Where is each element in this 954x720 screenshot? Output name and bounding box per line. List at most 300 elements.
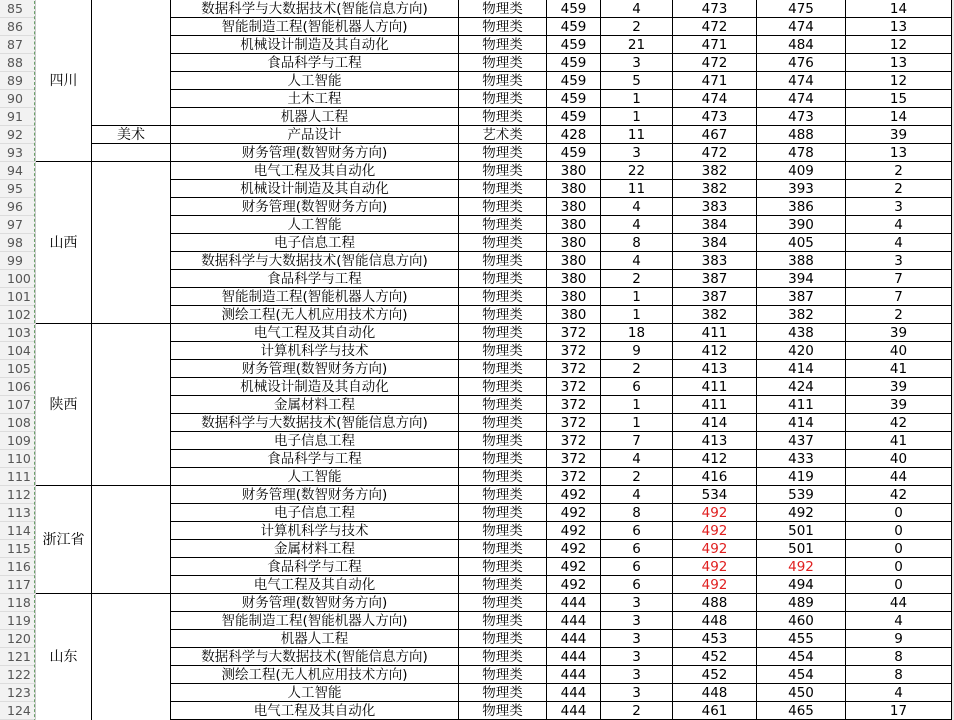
subject-type-cell[interactable]: 物理类: [459, 486, 547, 504]
control-line-cell[interactable]: 372: [547, 360, 601, 378]
max-score-cell[interactable]: 414: [757, 360, 846, 378]
control-line-cell[interactable]: 380: [547, 270, 601, 288]
row-number-header[interactable]: 119: [0, 612, 36, 630]
plan-count-cell[interactable]: 6: [601, 522, 673, 540]
rank-diff-cell[interactable]: 4: [846, 684, 952, 702]
major-cell[interactable]: 机器人工程: [171, 108, 459, 126]
min-score-cell[interactable]: 414: [673, 414, 757, 432]
major-cell[interactable]: 数据科学与大数据技术(智能信息方向): [171, 414, 459, 432]
plan-count-cell[interactable]: 3: [601, 144, 673, 162]
major-cell[interactable]: 食品科学与工程: [171, 54, 459, 72]
control-line-cell[interactable]: 372: [547, 342, 601, 360]
control-line-cell[interactable]: 459: [547, 72, 601, 90]
min-score-cell[interactable]: 472: [673, 18, 757, 36]
subject-type-cell[interactable]: 物理类: [459, 666, 547, 684]
major-cell[interactable]: 机械设计制造及其自动化: [171, 378, 459, 396]
rank-diff-cell[interactable]: 44: [846, 468, 952, 486]
row-number-header[interactable]: 99: [0, 252, 36, 270]
subject-type-cell[interactable]: 物理类: [459, 108, 547, 126]
row-number-header[interactable]: 92: [0, 126, 36, 144]
plan-count-cell[interactable]: 6: [601, 576, 673, 594]
plan-count-cell[interactable]: 6: [601, 540, 673, 558]
control-line-cell[interactable]: 380: [547, 252, 601, 270]
rank-diff-cell[interactable]: 2: [846, 306, 952, 324]
subject-type-cell[interactable]: 物理类: [459, 468, 547, 486]
rank-diff-cell[interactable]: 41: [846, 432, 952, 450]
min-score-cell[interactable]: 474: [673, 90, 757, 108]
control-line-cell[interactable]: 372: [547, 450, 601, 468]
major-cell[interactable]: 电子信息工程: [171, 504, 459, 522]
row-number-header[interactable]: 116: [0, 558, 36, 576]
max-score-cell[interactable]: 382: [757, 306, 846, 324]
plan-count-cell[interactable]: 3: [601, 612, 673, 630]
subject-type-cell[interactable]: 物理类: [459, 342, 547, 360]
plan-count-cell[interactable]: 3: [601, 684, 673, 702]
row-number-header[interactable]: 97: [0, 216, 36, 234]
subject-type-cell[interactable]: 物理类: [459, 288, 547, 306]
subject-type-cell[interactable]: 物理类: [459, 90, 547, 108]
major-cell[interactable]: 金属材料工程: [171, 396, 459, 414]
rank-diff-cell[interactable]: 0: [846, 522, 952, 540]
rank-diff-cell[interactable]: 13: [846, 54, 952, 72]
max-score-cell[interactable]: 454: [757, 648, 846, 666]
control-line-cell[interactable]: 372: [547, 414, 601, 432]
major-cell[interactable]: 计算机科学与技术: [171, 522, 459, 540]
subject-type-cell[interactable]: 物理类: [459, 594, 547, 612]
rank-diff-cell[interactable]: 0: [846, 540, 952, 558]
plan-count-cell[interactable]: 11: [601, 126, 673, 144]
rank-diff-cell[interactable]: 0: [846, 558, 952, 576]
row-number-header[interactable]: 106: [0, 378, 36, 396]
subject-type-cell[interactable]: 物理类: [459, 36, 547, 54]
control-line-cell[interactable]: 444: [547, 630, 601, 648]
max-score-cell[interactable]: 433: [757, 450, 846, 468]
major-cell[interactable]: 食品科学与工程: [171, 450, 459, 468]
rank-diff-cell[interactable]: 39: [846, 126, 952, 144]
control-line-cell[interactable]: 444: [547, 648, 601, 666]
plan-count-cell[interactable]: 11: [601, 180, 673, 198]
plan-count-cell[interactable]: 7: [601, 432, 673, 450]
major-cell[interactable]: 食品科学与工程: [171, 558, 459, 576]
min-score-cell[interactable]: 472: [673, 54, 757, 72]
major-cell[interactable]: 电子信息工程: [171, 432, 459, 450]
min-score-cell[interactable]: 488: [673, 594, 757, 612]
rank-diff-cell[interactable]: 44: [846, 594, 952, 612]
batch-cell[interactable]: [92, 486, 171, 594]
rank-diff-cell[interactable]: 41: [846, 360, 952, 378]
min-score-cell[interactable]: 452: [673, 666, 757, 684]
row-number-header[interactable]: 100: [0, 270, 36, 288]
plan-count-cell[interactable]: 4: [601, 486, 673, 504]
min-score-cell[interactable]: 387: [673, 288, 757, 306]
max-score-cell[interactable]: 484: [757, 36, 846, 54]
major-cell[interactable]: 电子信息工程: [171, 234, 459, 252]
subject-type-cell[interactable]: 物理类: [459, 270, 547, 288]
rank-diff-cell[interactable]: 13: [846, 144, 952, 162]
row-number-header[interactable]: 90: [0, 90, 36, 108]
batch-cell[interactable]: [92, 144, 171, 162]
row-number-header[interactable]: 121: [0, 648, 36, 666]
major-cell[interactable]: 人工智能: [171, 72, 459, 90]
batch-cell[interactable]: [92, 324, 171, 486]
max-score-cell[interactable]: 455: [757, 630, 846, 648]
plan-count-cell[interactable]: 4: [601, 198, 673, 216]
row-number-header[interactable]: 109: [0, 432, 36, 450]
subject-type-cell[interactable]: 物理类: [459, 396, 547, 414]
subject-type-cell[interactable]: 艺术类: [459, 126, 547, 144]
rank-diff-cell[interactable]: 42: [846, 486, 952, 504]
max-score-cell[interactable]: 474: [757, 72, 846, 90]
min-score-cell[interactable]: 492: [673, 540, 757, 558]
min-score-cell[interactable]: 384: [673, 216, 757, 234]
rank-diff-cell[interactable]: 3: [846, 198, 952, 216]
rank-diff-cell[interactable]: 7: [846, 288, 952, 306]
plan-count-cell[interactable]: 2: [601, 702, 673, 720]
rank-diff-cell[interactable]: 15: [846, 90, 952, 108]
major-cell[interactable]: 电气工程及其自动化: [171, 702, 459, 720]
subject-type-cell[interactable]: 物理类: [459, 234, 547, 252]
control-line-cell[interactable]: 492: [547, 558, 601, 576]
major-cell[interactable]: 数据科学与大数据技术(智能信息方向): [171, 0, 459, 18]
subject-type-cell[interactable]: 物理类: [459, 0, 547, 18]
row-number-header[interactable]: 112: [0, 486, 36, 504]
control-line-cell[interactable]: 444: [547, 702, 601, 720]
major-cell[interactable]: 电气工程及其自动化: [171, 324, 459, 342]
subject-type-cell[interactable]: 物理类: [459, 324, 547, 342]
province-cell[interactable]: [36, 162, 92, 324]
row-number-header[interactable]: 108: [0, 414, 36, 432]
rank-diff-cell[interactable]: 4: [846, 612, 952, 630]
control-line-cell[interactable]: 459: [547, 0, 601, 18]
plan-count-cell[interactable]: 4: [601, 216, 673, 234]
major-cell[interactable]: 产品设计: [171, 126, 459, 144]
min-score-cell[interactable]: 382: [673, 180, 757, 198]
min-score-cell[interactable]: 416: [673, 468, 757, 486]
plan-count-cell[interactable]: 1: [601, 396, 673, 414]
row-number-header[interactable]: 118: [0, 594, 36, 612]
control-line-cell[interactable]: 380: [547, 216, 601, 234]
min-score-cell[interactable]: 383: [673, 252, 757, 270]
row-number-header[interactable]: 91: [0, 108, 36, 126]
rank-diff-cell[interactable]: 2: [846, 180, 952, 198]
row-number-header[interactable]: 96: [0, 198, 36, 216]
major-cell[interactable]: 财务管理(数智财务方向): [171, 144, 459, 162]
batch-cell[interactable]: [92, 162, 171, 324]
row-number-header[interactable]: 88: [0, 54, 36, 72]
min-score-cell[interactable]: 452: [673, 648, 757, 666]
max-score-cell[interactable]: 394: [757, 270, 846, 288]
major-cell[interactable]: 财务管理(数智财务方向): [171, 486, 459, 504]
batch-cell[interactable]: [92, 594, 171, 720]
plan-count-cell[interactable]: 4: [601, 450, 673, 468]
control-line-cell[interactable]: 492: [547, 540, 601, 558]
row-number-header[interactable]: 86: [0, 18, 36, 36]
major-cell[interactable]: 智能制造工程(智能机器人方向): [171, 288, 459, 306]
major-cell[interactable]: 数据科学与大数据技术(智能信息方向): [171, 648, 459, 666]
max-score-cell[interactable]: 465: [757, 702, 846, 720]
subject-type-cell[interactable]: 物理类: [459, 18, 547, 36]
max-score-cell[interactable]: 414: [757, 414, 846, 432]
max-score-cell[interactable]: 405: [757, 234, 846, 252]
max-score-cell[interactable]: 478: [757, 144, 846, 162]
row-number-header[interactable]: 120: [0, 630, 36, 648]
rank-diff-cell[interactable]: 39: [846, 378, 952, 396]
subject-type-cell[interactable]: 物理类: [459, 144, 547, 162]
max-score-cell[interactable]: 411: [757, 396, 846, 414]
min-score-cell[interactable]: 384: [673, 234, 757, 252]
subject-type-cell[interactable]: 物理类: [459, 414, 547, 432]
subject-type-cell[interactable]: 物理类: [459, 702, 547, 720]
min-score-cell[interactable]: 492: [673, 522, 757, 540]
plan-count-cell[interactable]: 2: [601, 270, 673, 288]
control-line-cell[interactable]: 459: [547, 36, 601, 54]
subject-type-cell[interactable]: 物理类: [459, 504, 547, 522]
max-score-cell[interactable]: 438: [757, 324, 846, 342]
min-score-cell[interactable]: 467: [673, 126, 757, 144]
min-score-cell[interactable]: 471: [673, 72, 757, 90]
province-cell[interactable]: [36, 0, 92, 162]
subject-type-cell[interactable]: 物理类: [459, 558, 547, 576]
plan-count-cell[interactable]: 1: [601, 288, 673, 306]
plan-count-cell[interactable]: 2: [601, 18, 673, 36]
control-line-cell[interactable]: 492: [547, 504, 601, 522]
max-score-cell[interactable]: 409: [757, 162, 846, 180]
rank-diff-cell[interactable]: 8: [846, 666, 952, 684]
control-line-cell[interactable]: 459: [547, 108, 601, 126]
min-score-cell[interactable]: 461: [673, 702, 757, 720]
control-line-cell[interactable]: 372: [547, 432, 601, 450]
plan-count-cell[interactable]: 21: [601, 36, 673, 54]
subject-type-cell[interactable]: 物理类: [459, 648, 547, 666]
plan-count-cell[interactable]: 8: [601, 234, 673, 252]
rank-diff-cell[interactable]: 39: [846, 396, 952, 414]
max-score-cell[interactable]: 454: [757, 666, 846, 684]
rank-diff-cell[interactable]: 40: [846, 342, 952, 360]
rank-diff-cell[interactable]: 13: [846, 18, 952, 36]
row-number-header[interactable]: 94: [0, 162, 36, 180]
subject-type-cell[interactable]: 物理类: [459, 630, 547, 648]
rank-diff-cell[interactable]: 2: [846, 162, 952, 180]
plan-count-cell[interactable]: 4: [601, 0, 673, 18]
row-number-header[interactable]: 122: [0, 666, 36, 684]
min-score-cell[interactable]: 413: [673, 360, 757, 378]
plan-count-cell[interactable]: 1: [601, 306, 673, 324]
control-line-cell[interactable]: 372: [547, 378, 601, 396]
row-number-header[interactable]: 95: [0, 180, 36, 198]
major-cell[interactable]: 人工智能: [171, 468, 459, 486]
max-score-cell[interactable]: 501: [757, 522, 846, 540]
batch-cell[interactable]: [92, 0, 171, 126]
max-score-cell[interactable]: 494: [757, 576, 846, 594]
subject-type-cell[interactable]: 物理类: [459, 54, 547, 72]
plan-count-cell[interactable]: 3: [601, 54, 673, 72]
control-line-cell[interactable]: 380: [547, 162, 601, 180]
row-number-header[interactable]: 107: [0, 396, 36, 414]
row-number-header[interactable]: 110: [0, 450, 36, 468]
subject-type-cell[interactable]: 物理类: [459, 432, 547, 450]
control-line-cell[interactable]: 380: [547, 306, 601, 324]
row-number-header[interactable]: 113: [0, 504, 36, 522]
max-score-cell[interactable]: 501: [757, 540, 846, 558]
max-score-cell[interactable]: 492: [757, 504, 846, 522]
row-number-header[interactable]: 98: [0, 234, 36, 252]
max-score-cell[interactable]: 450: [757, 684, 846, 702]
major-cell[interactable]: 机器人工程: [171, 630, 459, 648]
control-line-cell[interactable]: 459: [547, 144, 601, 162]
row-number-header[interactable]: 123: [0, 684, 36, 702]
subject-type-cell[interactable]: 物理类: [459, 72, 547, 90]
major-cell[interactable]: 财务管理(数智财务方向): [171, 198, 459, 216]
control-line-cell[interactable]: 444: [547, 612, 601, 630]
control-line-cell[interactable]: 459: [547, 90, 601, 108]
subject-type-cell[interactable]: 物理类: [459, 378, 547, 396]
min-score-cell[interactable]: 411: [673, 324, 757, 342]
plan-count-cell[interactable]: 2: [601, 468, 673, 486]
row-number-header[interactable]: 93: [0, 144, 36, 162]
row-number-header[interactable]: 124: [0, 702, 36, 720]
subject-type-cell[interactable]: 物理类: [459, 540, 547, 558]
max-score-cell[interactable]: 386: [757, 198, 846, 216]
control-line-cell[interactable]: 428: [547, 126, 601, 144]
rank-diff-cell[interactable]: 14: [846, 108, 952, 126]
plan-count-cell[interactable]: 1: [601, 108, 673, 126]
max-score-cell[interactable]: 475: [757, 0, 846, 18]
max-score-cell[interactable]: 437: [757, 432, 846, 450]
control-line-cell[interactable]: 459: [547, 54, 601, 72]
province-cell[interactable]: [36, 594, 92, 720]
max-score-cell[interactable]: 460: [757, 612, 846, 630]
major-cell[interactable]: 财务管理(数智财务方向): [171, 360, 459, 378]
min-score-cell[interactable]: 453: [673, 630, 757, 648]
major-cell[interactable]: 机械设计制造及其自动化: [171, 180, 459, 198]
plan-count-cell[interactable]: 8: [601, 504, 673, 522]
max-score-cell[interactable]: 420: [757, 342, 846, 360]
min-score-cell[interactable]: 413: [673, 432, 757, 450]
control-line-cell[interactable]: 372: [547, 468, 601, 486]
control-line-cell[interactable]: 492: [547, 486, 601, 504]
min-score-cell[interactable]: 382: [673, 306, 757, 324]
max-score-cell[interactable]: 488: [757, 126, 846, 144]
plan-count-cell[interactable]: 9: [601, 342, 673, 360]
subject-type-cell[interactable]: 物理类: [459, 198, 547, 216]
control-line-cell[interactable]: 380: [547, 234, 601, 252]
control-line-cell[interactable]: 372: [547, 396, 601, 414]
control-line-cell[interactable]: 444: [547, 594, 601, 612]
min-score-cell[interactable]: 473: [673, 108, 757, 126]
rank-diff-cell[interactable]: 9: [846, 630, 952, 648]
rank-diff-cell[interactable]: 40: [846, 450, 952, 468]
major-cell[interactable]: 机械设计制造及其自动化: [171, 36, 459, 54]
major-cell[interactable]: 食品科学与工程: [171, 270, 459, 288]
major-cell[interactable]: 测绘工程(无人机应用技术方向): [171, 306, 459, 324]
subject-type-cell[interactable]: 物理类: [459, 360, 547, 378]
plan-count-cell[interactable]: 6: [601, 558, 673, 576]
row-number-header[interactable]: 105: [0, 360, 36, 378]
max-score-cell[interactable]: 424: [757, 378, 846, 396]
subject-type-cell[interactable]: 物理类: [459, 684, 547, 702]
rank-diff-cell[interactable]: 7: [846, 270, 952, 288]
major-cell[interactable]: 人工智能: [171, 216, 459, 234]
min-score-cell[interactable]: 448: [673, 684, 757, 702]
plan-count-cell[interactable]: 3: [601, 594, 673, 612]
control-line-cell[interactable]: 372: [547, 324, 601, 342]
min-score-cell[interactable]: 492: [673, 576, 757, 594]
major-cell[interactable]: 电气工程及其自动化: [171, 576, 459, 594]
rank-diff-cell[interactable]: 17: [846, 702, 952, 720]
major-cell[interactable]: 人工智能: [171, 684, 459, 702]
min-score-cell[interactable]: 412: [673, 342, 757, 360]
rank-diff-cell[interactable]: 42: [846, 414, 952, 432]
max-score-cell[interactable]: 388: [757, 252, 846, 270]
plan-count-cell[interactable]: 18: [601, 324, 673, 342]
row-number-header[interactable]: 85: [0, 0, 36, 18]
subject-type-cell[interactable]: 物理类: [459, 180, 547, 198]
max-score-cell[interactable]: 474: [757, 18, 846, 36]
min-score-cell[interactable]: 471: [673, 36, 757, 54]
province-cell[interactable]: [36, 486, 92, 594]
min-score-cell[interactable]: 473: [673, 0, 757, 18]
plan-count-cell[interactable]: 5: [601, 72, 673, 90]
major-cell[interactable]: 智能制造工程(智能机器人方向): [171, 18, 459, 36]
row-number-header[interactable]: 102: [0, 306, 36, 324]
row-number-header[interactable]: 104: [0, 342, 36, 360]
major-cell[interactable]: 金属材料工程: [171, 540, 459, 558]
max-score-cell[interactable]: 489: [757, 594, 846, 612]
max-score-cell[interactable]: 393: [757, 180, 846, 198]
row-number-header[interactable]: 101: [0, 288, 36, 306]
min-score-cell[interactable]: 411: [673, 378, 757, 396]
rank-diff-cell[interactable]: 12: [846, 72, 952, 90]
subject-type-cell[interactable]: 物理类: [459, 612, 547, 630]
plan-count-cell[interactable]: 22: [601, 162, 673, 180]
rank-diff-cell[interactable]: 4: [846, 216, 952, 234]
max-score-cell[interactable]: 473: [757, 108, 846, 126]
min-score-cell[interactable]: 534: [673, 486, 757, 504]
min-score-cell[interactable]: 472: [673, 144, 757, 162]
max-score-cell[interactable]: 387: [757, 288, 846, 306]
batch-cell[interactable]: [92, 126, 171, 144]
min-score-cell[interactable]: 411: [673, 396, 757, 414]
row-number-header[interactable]: 111: [0, 468, 36, 486]
major-cell[interactable]: 智能制造工程(智能机器人方向): [171, 612, 459, 630]
control-line-cell[interactable]: 444: [547, 666, 601, 684]
min-score-cell[interactable]: 492: [673, 504, 757, 522]
subject-type-cell[interactable]: 物理类: [459, 216, 547, 234]
control-line-cell[interactable]: 380: [547, 180, 601, 198]
plan-count-cell[interactable]: 1: [601, 414, 673, 432]
subject-type-cell[interactable]: 物理类: [459, 162, 547, 180]
row-number-header[interactable]: 114: [0, 522, 36, 540]
min-score-cell[interactable]: 382: [673, 162, 757, 180]
control-line-cell[interactable]: 492: [547, 576, 601, 594]
subject-type-cell[interactable]: 物理类: [459, 306, 547, 324]
row-number-header[interactable]: 103: [0, 324, 36, 342]
province-cell[interactable]: [36, 324, 92, 486]
rank-diff-cell[interactable]: 0: [846, 504, 952, 522]
max-score-cell[interactable]: 390: [757, 216, 846, 234]
max-score-cell[interactable]: 419: [757, 468, 846, 486]
major-cell[interactable]: 财务管理(数智财务方向): [171, 594, 459, 612]
major-cell[interactable]: 电气工程及其自动化: [171, 162, 459, 180]
plan-count-cell[interactable]: 6: [601, 378, 673, 396]
major-cell[interactable]: 土木工程: [171, 90, 459, 108]
max-score-cell[interactable]: 474: [757, 90, 846, 108]
subject-type-cell[interactable]: 物理类: [459, 576, 547, 594]
subject-type-cell[interactable]: 物理类: [459, 522, 547, 540]
plan-count-cell[interactable]: 3: [601, 648, 673, 666]
rank-diff-cell[interactable]: 0: [846, 576, 952, 594]
plan-count-cell[interactable]: 2: [601, 360, 673, 378]
